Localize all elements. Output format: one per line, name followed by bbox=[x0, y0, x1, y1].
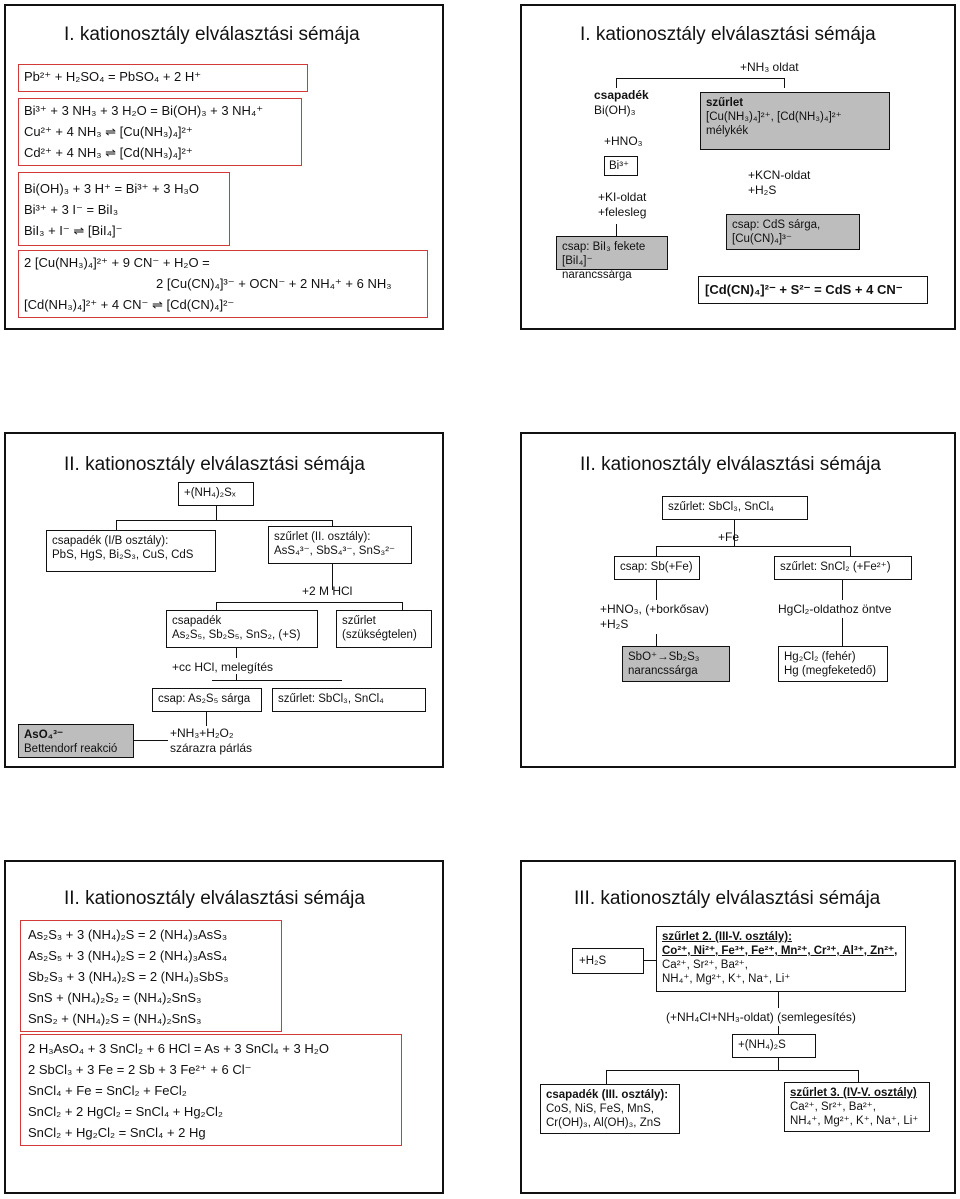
final-equation: [Cd(CN)₄]²⁻ + S²⁻ = CdS + 4 CN⁻ bbox=[705, 282, 903, 297]
precipitate-box bbox=[726, 214, 860, 250]
filtrate-ions: NH₄⁺, Mg²⁺, K⁺, Na⁺, Li⁺ bbox=[790, 1115, 919, 1127]
precipitate-box bbox=[166, 610, 318, 648]
slide-title: III. kationosztály elválasztási sémája bbox=[574, 888, 881, 909]
precipitate-ions: PbS, HgS, Bi₂S₃, CuS, CdS bbox=[52, 549, 194, 561]
branch-line bbox=[206, 712, 207, 726]
branch-line bbox=[216, 602, 402, 603]
precipitate-line: csap: CdS sárga, bbox=[732, 219, 821, 231]
branch-line bbox=[236, 648, 237, 658]
branch-line bbox=[842, 618, 843, 646]
branch-line bbox=[784, 78, 785, 88]
filtrate-ions: Ca²⁺, Sr²⁺, Ba²⁺, bbox=[790, 1101, 876, 1113]
equation: Bi(OH)₃ + 3 H⁺ = Bi³⁺ + 3 H₃O bbox=[24, 181, 199, 196]
precipitate-ions: CoS, NiS, FeS, MnS, bbox=[546, 1103, 655, 1115]
filtrate-box: szűrlet: SbCl₃, SnCl₄ bbox=[272, 688, 426, 712]
filtrate-title: szűrlet bbox=[342, 615, 376, 627]
filtrate-note: (szükségtelen) bbox=[342, 629, 417, 641]
result-box bbox=[622, 646, 730, 682]
reagent-label: +H₂S bbox=[600, 617, 629, 631]
precipitate-title: csapadék (I/B osztály): bbox=[52, 535, 169, 547]
precipitate-line: csap: BiI₃ fekete bbox=[562, 241, 646, 253]
branch-line bbox=[656, 634, 657, 646]
reagent-box: +H₂S bbox=[572, 948, 644, 974]
slide-2 bbox=[520, 4, 956, 330]
branch-line bbox=[116, 520, 117, 530]
precipitate-title: csapadék bbox=[172, 615, 222, 627]
equation: SnCl₂ + 2 HgCl₂ = SnCl₄ + Hg₂Cl₂ bbox=[28, 1104, 223, 1119]
slide-1 bbox=[4, 4, 444, 330]
equation: Bi³⁺ + 3 I⁻ = BiI₃ bbox=[24, 202, 119, 217]
precipitate-box bbox=[556, 236, 668, 281]
branch-line bbox=[778, 1058, 779, 1070]
precipitate-line: [Cu(CN)₄]³⁻ bbox=[732, 233, 792, 245]
equation: SnCl₂ + Hg₂Cl₂ = SnCl₄ + 2 Hg bbox=[28, 1125, 206, 1140]
equation: Sb₂S₃ + 3 (NH₄)₂S = 2 (NH₄)₃SbS₃ bbox=[28, 969, 229, 984]
branch-line bbox=[402, 602, 403, 610]
reagent-label: (+NH₄Cl+NH₃-oldat) (semlegesítés) bbox=[666, 1010, 856, 1024]
filtrate-ions: NH₄⁺, Mg²⁺, K⁺, Na⁺, Li⁺ bbox=[662, 973, 791, 985]
equation: 2 H₃AsO₄ + 3 SnCl₂ + 6 HCl = As + 3 SnCl₄ + 3 H₂O bbox=[28, 1041, 329, 1056]
reagent-label: +KCN-oldat bbox=[748, 168, 811, 182]
result-box bbox=[778, 646, 888, 682]
precipitate-box: csap: As₂S₅ sárga bbox=[152, 688, 262, 712]
equation: Bi³⁺ + 3 NH₃ + 3 H₂O = Bi(OH)₃ + 3 NH₄⁺ bbox=[24, 103, 264, 118]
branch-line bbox=[606, 1070, 858, 1071]
precipitate-box: csap: Sb(+Fe) bbox=[614, 556, 700, 580]
equation: BiI₃ + I⁻ ⇌ [BiI₄]⁻ bbox=[24, 223, 123, 238]
filtrate-box: szűrlet: SnCl₂ (+Fe²⁺) bbox=[774, 556, 912, 580]
arrow-line bbox=[644, 960, 656, 961]
branch-line bbox=[116, 520, 332, 521]
filtrate-title: szűrlet (II. osztály): bbox=[274, 531, 371, 543]
slide-title: II. kationosztály elválasztási sémája bbox=[64, 888, 365, 909]
filtrate-title: szűrlet 2. (III-V. osztály): bbox=[662, 931, 792, 943]
precipitate-ions: Cr(OH)₃, Al(OH)₃, ZnS bbox=[546, 1117, 661, 1129]
arrow-line bbox=[134, 740, 168, 741]
precipitate-formula: Bi(OH)₃ bbox=[594, 103, 636, 117]
equation: SnCl₄ + Fe = SnCl₂ + FeCl₂ bbox=[28, 1083, 187, 1098]
equation: Cu²⁺ + 4 NH₃ ⇌ [Cu(NH₃)₄]²⁺ bbox=[24, 124, 193, 139]
precipitate-box bbox=[46, 530, 216, 572]
result-line: narancssárga bbox=[628, 665, 698, 677]
slide-3 bbox=[4, 432, 444, 768]
result-title: AsO₄³⁻ bbox=[24, 729, 64, 741]
precipitate-title: csapadék (III. osztály): bbox=[546, 1089, 669, 1101]
reagent-label: +HNO₃ bbox=[604, 134, 643, 148]
ion-box: Bi³⁺ bbox=[604, 156, 638, 176]
equation: [Cd(NH₃)₄]²⁺ + 4 CN⁻ ⇌ [Cd(CN)₄]²⁻ bbox=[24, 297, 235, 312]
equation: 2 [Cu(CN)₄]³⁻ + OCN⁻ + 2 NH₄⁺ + 6 NH₃ bbox=[156, 276, 392, 291]
slide-4 bbox=[520, 432, 956, 768]
precipitate-box bbox=[540, 1084, 680, 1134]
precipitate-ions: As₂S₅, Sb₂S₅, SnS₂, (+S) bbox=[172, 629, 301, 641]
precipitate-line: [BiI₄]⁻ narancssárga bbox=[562, 255, 632, 281]
precipitate-title: csapadék bbox=[594, 88, 649, 102]
reagent-label: +Fe bbox=[718, 530, 740, 544]
branch-line bbox=[778, 992, 779, 1008]
result-line: SbO⁺→Sb₂S₃ bbox=[628, 651, 700, 663]
filtrate-title: szűrlet bbox=[706, 97, 744, 109]
branch-line bbox=[216, 602, 217, 610]
reagent-label: +NH₃+H₂O₂ bbox=[170, 726, 234, 740]
final-equation-box bbox=[698, 276, 928, 304]
result-line: Hg₂Cl₂ (fehér) bbox=[784, 651, 856, 663]
filtrate-color: mélykék bbox=[706, 125, 749, 137]
equation: 2 [Cu(NH₃)₄]²⁺ + 9 CN⁻ + H₂O = bbox=[24, 255, 210, 270]
branch-line bbox=[616, 78, 784, 79]
equation: As₂S₃ + 3 (NH₄)₂S = 2 (NH₄)₃AsS₃ bbox=[28, 927, 228, 942]
branch-line bbox=[212, 680, 342, 681]
filtrate-title: szűrlet 3. (IV-V. osztály) bbox=[790, 1087, 917, 1099]
equation: Cd²⁺ + 4 NH₃ ⇌ [Cd(NH₃)₄]²⁺ bbox=[24, 145, 193, 160]
filtrate-box: szűrlet: SbCl₃, SnCl₄ bbox=[662, 496, 808, 520]
equation: As₂S₅ + 3 (NH₄)₂S = 2 (NH₄)₃AsS₄ bbox=[28, 948, 228, 963]
branch-line bbox=[656, 546, 850, 547]
filtrate-box bbox=[656, 926, 906, 992]
branch-line bbox=[858, 1070, 859, 1082]
reagent-box: +(NH₄)₂Sₓ bbox=[178, 482, 254, 506]
branch-line bbox=[236, 674, 237, 680]
reagent-label: +HNO₃, (+borkősav) bbox=[600, 602, 709, 616]
filtrate-ions: Co²⁺, Ni²⁺, Fe³⁺, Fe²⁺, Mn²⁺, Cr³⁺, Al³⁺, Zn²⁺, bbox=[662, 945, 898, 957]
reagent-box: +(NH₄)₂S bbox=[732, 1034, 816, 1058]
slide-title: II. kationosztály elválasztási sémája bbox=[64, 454, 365, 475]
reagent-label: HgCl₂-oldathoz öntve bbox=[778, 602, 892, 616]
slide-title: I. kationosztály elválasztási sémája bbox=[64, 24, 360, 45]
branch-line bbox=[656, 546, 657, 556]
reagent-label: +H₂S bbox=[748, 183, 777, 197]
slide-5 bbox=[4, 860, 444, 1194]
equation: Pb²⁺ + H₂SO₄ = PbSO₄ + 2 H⁺ bbox=[24, 69, 202, 84]
branch-line bbox=[850, 546, 851, 556]
reagent-label: +KI-oldat bbox=[598, 190, 647, 204]
equation: 2 SbCl₃ + 3 Fe = 2 Sb + 3 Fe²⁺ + 6 Cl⁻ bbox=[28, 1062, 252, 1077]
slide-title: II. kationosztály elválasztási sémája bbox=[580, 454, 881, 475]
branch-line bbox=[616, 78, 617, 88]
branch-line bbox=[656, 580, 657, 600]
filtrate-ions: AsS₄³⁻, SbS₄³⁻, SnS₃²⁻ bbox=[274, 545, 396, 557]
reagent-label: +2 M HCl bbox=[302, 584, 353, 598]
slide-title: I. kationosztály elválasztási sémája bbox=[580, 24, 876, 45]
reagent-label: +felesleg bbox=[598, 205, 647, 219]
filtrate-ions: Ca²⁺, Sr²⁺, Ba²⁺, bbox=[662, 959, 748, 971]
reagent-label: szárazra párlás bbox=[170, 741, 253, 755]
filtrate-box bbox=[784, 1082, 930, 1132]
reagent-label: +NH₃ oldat bbox=[740, 60, 799, 74]
equation: SnS + (NH₄)₂S₂ = (NH₄)₂SnS₃ bbox=[28, 990, 202, 1005]
branch-line bbox=[842, 580, 843, 600]
result-note: Bettendorf reakció bbox=[24, 743, 118, 755]
result-box bbox=[18, 724, 134, 758]
filtrate-box bbox=[700, 92, 890, 150]
reagent-label: +cc HCl, melegítés bbox=[172, 660, 274, 674]
branch-line bbox=[616, 224, 617, 236]
filtrate-box bbox=[268, 526, 412, 564]
branch-line bbox=[216, 506, 217, 520]
result-line: Hg (megfeketedő) bbox=[784, 665, 877, 677]
filtrate-ions: [Cu(NH₃)₄]²⁺, [Cd(NH₃)₄]²⁺ bbox=[706, 111, 842, 123]
filtrate-box bbox=[336, 610, 432, 648]
slide-6 bbox=[520, 860, 956, 1194]
branch-line bbox=[606, 1070, 607, 1084]
equation: SnS₂ + (NH₄)₂S = (NH₄)₂SnS₃ bbox=[28, 1011, 202, 1026]
